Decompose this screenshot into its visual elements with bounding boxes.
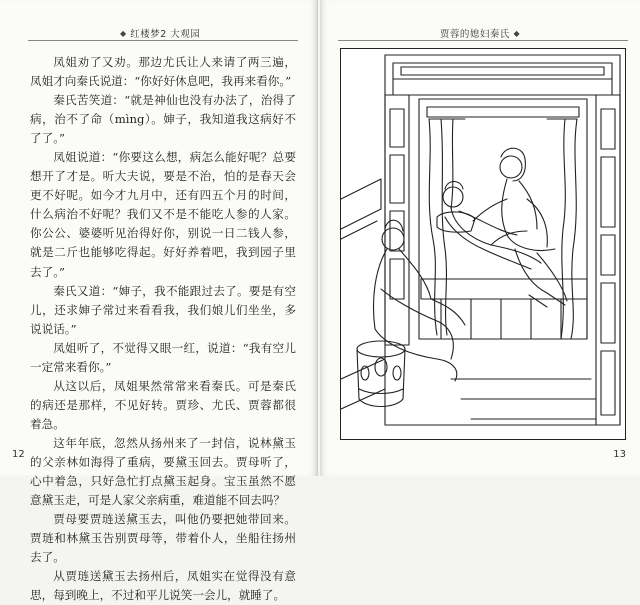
right-head-rule xyxy=(338,40,628,41)
diamond-ornament-icon: ◆ xyxy=(120,29,127,38)
barrel-stool xyxy=(357,341,405,357)
left-page xyxy=(0,0,318,603)
body-text xyxy=(30,53,296,605)
paragraph: 贾母要贾琏送黛玉去，叫他仍要把她带回来。贾琏和林黛玉告别贾母等，带着仆人，坐船往扬州去了。 xyxy=(30,512,296,565)
paragraph: 秦氏苦笑道：“就是神仙也没有办法了，治得了病，治不了命（mìng）。婶子，我知道我这病好不了了。” xyxy=(30,93,296,146)
diamond-ornament-icon: ◆ xyxy=(513,29,521,38)
left-running-head xyxy=(120,26,200,40)
left-curtain xyxy=(429,119,437,335)
left-head-rule xyxy=(28,40,298,41)
right-running-head xyxy=(320,26,640,40)
left-bed-pillar xyxy=(385,95,409,345)
right-page xyxy=(320,0,640,476)
right-bed-pillar xyxy=(596,95,620,425)
paragraph: 从这以后，凤姐果然常常来看秦氏。可是秦氏的病还是那样，不见好转。贾珍、尤氏、贾蓉都很着急。 xyxy=(30,378,296,431)
right-page-number: 13 xyxy=(613,449,626,460)
line-art-illustration xyxy=(340,48,626,440)
right-running-head-text: 贾蓉的媳妇秦氏 xyxy=(439,29,510,40)
seated-woman-figure xyxy=(500,156,522,178)
bed-frame-outline xyxy=(385,55,620,425)
paragraph: 秦氏又道：“婶子，我不能跟过去了。要是有空儿，还求婶子常过来看看我，我们娘儿们坐坐，多说说话。” xyxy=(30,283,296,336)
paragraph: 凤姐听了，不觉得又眼一红，说道：“我有空儿一定常来看你。” xyxy=(30,340,296,374)
paragraph: 这年年底，忽然从扬州来了一封信，说林黛玉的父亲林如海得了重病，要黛玉回去。贾母听了，心中着急，只好急忙打点黛玉起身。宝玉虽然不愿意黛玉走，可是人家父亲病重，难道能不回去吗？ xyxy=(30,435,296,508)
left-running-head-text: 红楼梦2 大观园 xyxy=(130,29,201,40)
paragraph: 凤姐说道：“你要这么想，病怎么能好呢？总要想开了才是。听大夫说，要是不治，怕的是春天会更不好呢。如今才九月中，还有四五个月的时间，什么病治不好呢？我们又不是不能吃人参的人家。你公公、婆婆听见治得好你，别说一日二钱人参，就是二斤也能够吃得起。好好养着吧，我到园子里去了。” xyxy=(30,150,296,279)
paragraph: 凤姐劝了又劝。那边尤氏让人来请了两三遍，凤姐才向秦氏说道：“你好好休息吧，我再来看你。” xyxy=(30,55,296,89)
right-curtain xyxy=(571,119,577,339)
left-page-number: 12 xyxy=(12,449,25,460)
paragraph: 从贾琏送黛玉去扬州后，凤姐实在觉得没有意思，每到晚上，不过和平儿说笑一会儿，就睡了。 xyxy=(30,569,296,603)
